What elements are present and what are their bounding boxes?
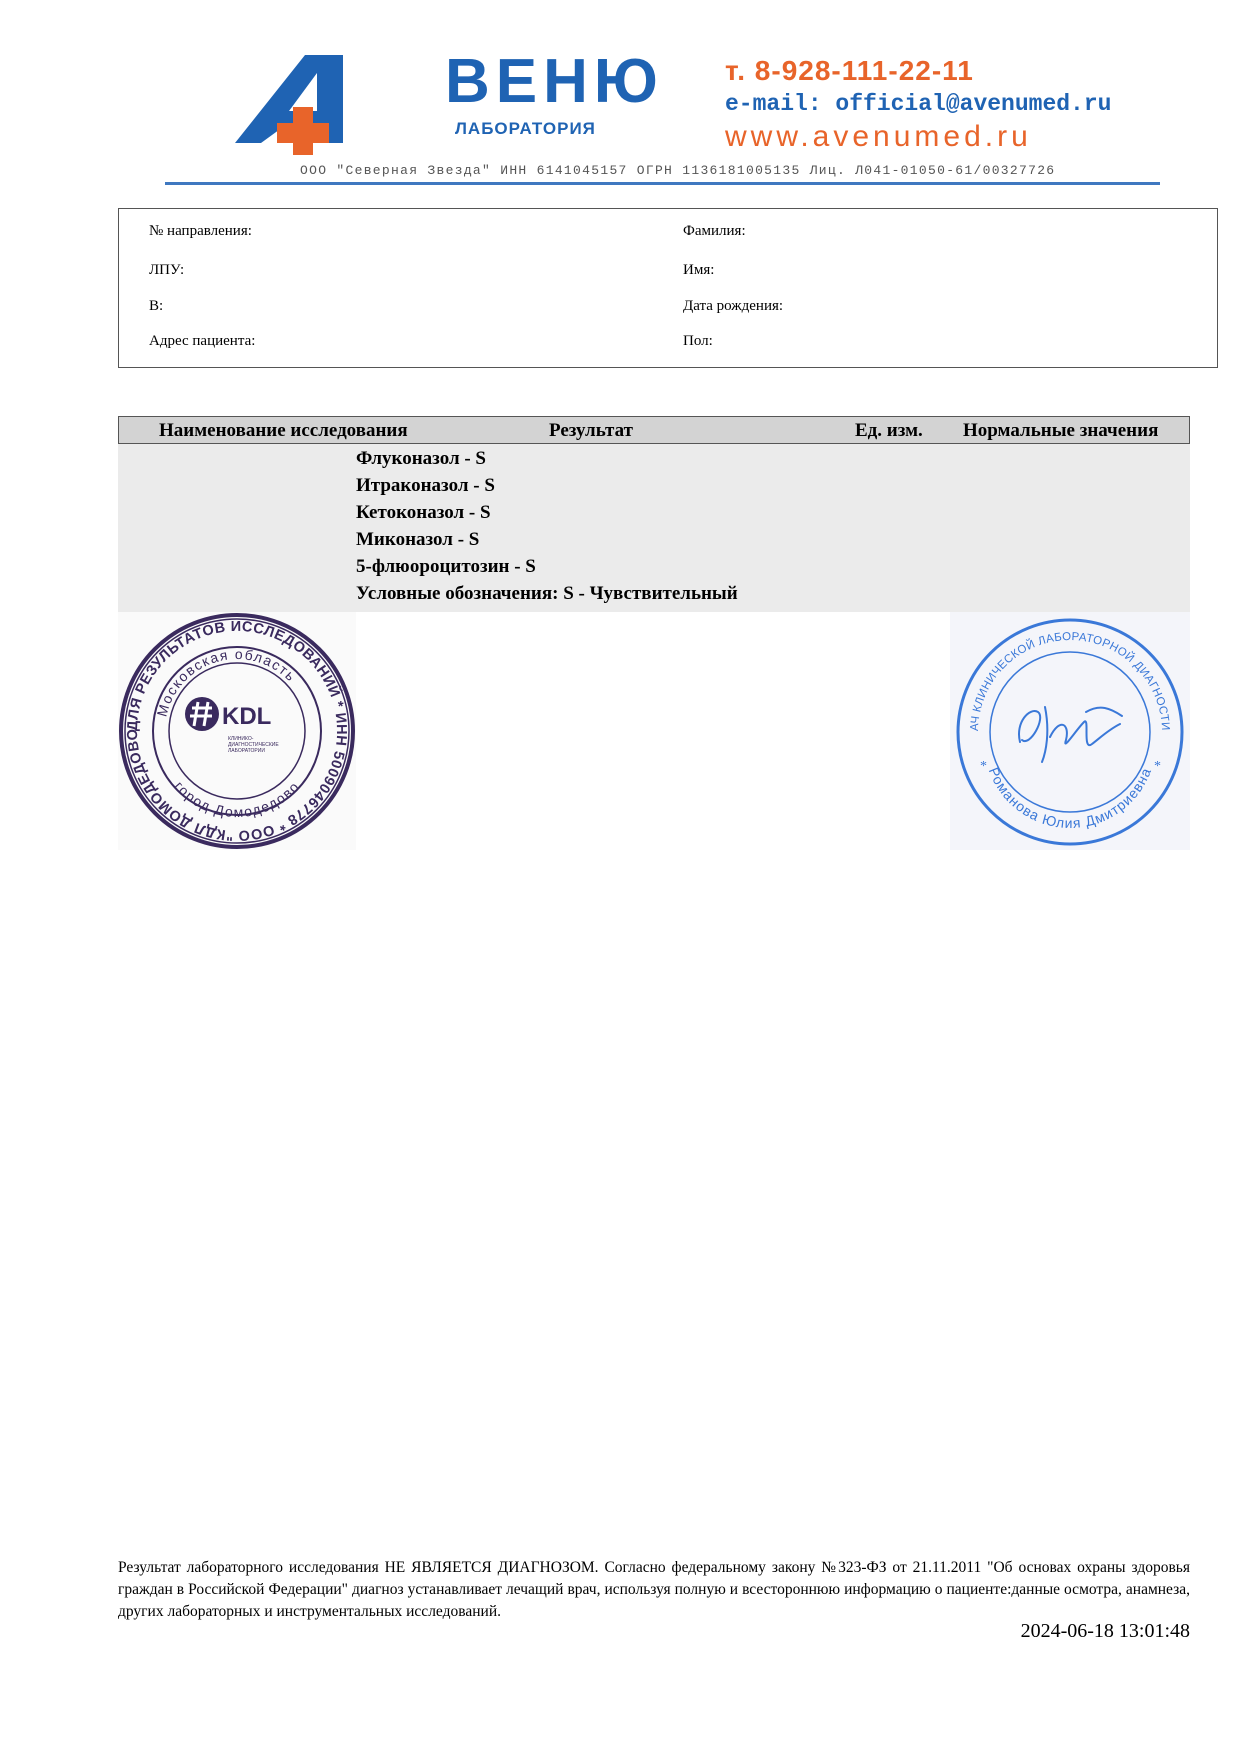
referral-number-label: № направления:: [149, 223, 252, 239]
disclaimer-text: Результат лабораторного исследования НЕ ЯВЛЯЕТСЯ ДИАГНОЗОМ. Согласно федеральному закону №323-ФЗ от 21.11.2011 "Об основах охраны здоровья граждан в Российской Федерации" диагноз устанавливает лечащий врач, используя полную и всестороннюю информацию о пациенте:данные осмотра, анамнеза, других лабораторных и инструментальных исследований.: [118, 1559, 1190, 1620]
result-row: Итраконазол - S: [356, 475, 495, 496]
results-table-body: [118, 444, 1190, 612]
stamp-region-text: Московская область: [153, 645, 300, 719]
header-banner: [165, 45, 1160, 190]
avenu-logo-icon: [165, 45, 455, 155]
result-row: Флуконазол - S: [356, 448, 487, 469]
birth-date-label: Дата рождения:: [683, 298, 784, 314]
results-table-header: [118, 416, 1190, 444]
logo-subtitle: ЛАБОРАТОРИЯ: [455, 119, 596, 138]
kdl-stamp-icon: [118, 612, 356, 850]
svg-text:*: *: [980, 759, 987, 774]
svg-text:КЛИНИКО-: КЛИНИКО-: [228, 736, 254, 742]
contact-phone: т. 8-928-111-22-11: [725, 55, 974, 86]
stamp-city-text: город Домодедово: [171, 777, 303, 821]
result-row: Кетоконазол - S: [356, 502, 491, 523]
kdl-logo-text: KDL: [222, 703, 272, 730]
stamp-doctor-name: Романова Юлия Дмитриевна: [985, 764, 1155, 832]
banner-divider: [165, 182, 1160, 185]
contact-website: www.avenumed.ru: [725, 120, 1032, 153]
svg-text:ДИАГНОСТИЧЕСКИЕ: ДИАГНОСТИЧЕСКИЕ: [228, 742, 279, 748]
contact-email: e-mail: official@avenumed.ru: [725, 91, 1112, 117]
doctor-stamp-icon: [950, 612, 1190, 850]
svg-text:ЛАБОРАТОРИИ: ЛАБОРАТОРИИ: [228, 748, 265, 754]
column-header-result: Результат: [549, 420, 633, 441]
name-label: Имя:: [683, 262, 715, 278]
surname-label: Фамилия:: [683, 223, 746, 239]
company-details: ООО "Северная Звезда" ИНН 6141045157 ОГРН 1136181005135 Лиц. Л041-01050-61/00327726: [300, 163, 1056, 178]
legend-row: Условные обозначения: S - Чувствительный: [356, 583, 738, 604]
stamp-ring-text: ДЛЯ РЕЗУЛЬТАТОВ ИССЛЕДОВАНИЙ * ИНН 5009046778 * ООО "КДЛ ДОМОДЕДОВО: [124, 618, 350, 844]
doctor-stamp: [950, 612, 1190, 850]
svg-text:ВРАЧ КЛИНИЧЕСКОЙ ЛАБОРАТОРНОЙ: [950, 612, 1171, 731]
svg-text:Романова Юлия Дмитриевна: [986, 765, 1155, 831]
patient-info-box: [118, 208, 1218, 368]
stamp-doctor-title: АЧ КЛИНИЧЕСКОЙ ЛАБОРАТОРНОЙ ДИАГНОСТИ: [968, 630, 1172, 732]
v-label: В:: [149, 298, 164, 314]
column-header-normal-values: Нормальные значения: [963, 420, 1159, 441]
logo-wordmark: ВЕНЮ: [445, 47, 664, 116]
column-header-test-name: Наименование исследования: [159, 420, 408, 441]
kdl-laboratory-stamp: [118, 612, 356, 850]
signature-icon: [1019, 707, 1122, 762]
column-header-units: Ед. изм.: [855, 420, 923, 441]
sex-label: Пол:: [683, 333, 713, 349]
report-timestamp: 2024-06-18 13:01:48: [1020, 1620, 1190, 1642]
patient-address-label: Адрес пациента:: [149, 333, 256, 349]
lpu-label: ЛПУ:: [149, 262, 185, 278]
result-row: Миконазол - S: [356, 529, 480, 550]
svg-text:*: *: [1154, 759, 1161, 774]
result-row: 5-флюороцитозин - S: [356, 556, 536, 577]
